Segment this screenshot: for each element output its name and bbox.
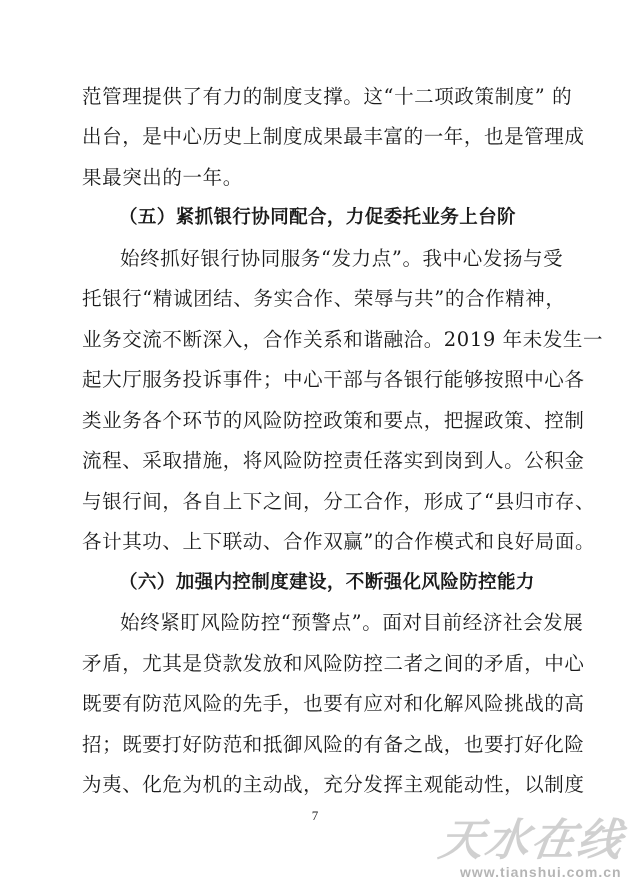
page-number: 7: [311, 808, 319, 823]
text-line: 业务交流不断深入，合作关系和谐融洽。2019 年未发生一: [82, 328, 604, 351]
text-line: 托银行“精诚团结、务实合作、荣辱与共”的合作精神，: [82, 287, 566, 310]
text-line: 果最突出的一年。: [82, 166, 243, 189]
text-line: 招；既要打好防范和抵御风险的有备之战，也要打好化险: [82, 733, 585, 756]
section-heading-6: （六）加强内控制度建设，不断强化风险防控能力: [119, 572, 535, 593]
text-line: 矛盾，尤其是贷款发放和风险防控二者之间的矛盾，中心: [82, 652, 585, 675]
watermark-url: www.tianshui.com.cn: [460, 864, 622, 880]
text-line: 与银行间，各自上下之间，分工合作，形成了“县归市存、: [82, 490, 596, 513]
text-line: 始终紧盯风险防控“预警点”。面对目前经济社会发展: [120, 611, 584, 634]
text-line: 类业务各个环节的风险防控政策和要点，把握政策、控制: [82, 409, 585, 432]
section-heading-5: （五）紧抓银行协同配合，力促委托业务上台阶: [119, 207, 516, 228]
text-line: 出台，是中心历史上制度成果最丰富的一年，也是管理成: [82, 125, 585, 148]
text-line: 起大厅服务投诉事件；中心干部与各银行能够按照中心各: [82, 368, 585, 391]
text-line: 既要有防范风险的先手，也要有应对和化解风险挑战的高: [82, 692, 585, 715]
watermark-logo-text: 天水在线: [435, 815, 627, 866]
text-line: 流程、采取措施，将风险防控责任落实到岗到人。公积金: [82, 449, 585, 472]
text-line: 为夷、化危为机的主动战，充分发挥主观能动性，以制度: [82, 773, 585, 796]
watermark-logo: [435, 798, 628, 890]
text-line: 范管理提供了有力的制度支撑。这“十二项政策制度” 的: [82, 85, 573, 108]
text-line: 始终抓好银行协同服务“发力点”。我中心发扬与受: [120, 247, 564, 270]
text-line: 各计其功、上下联动、合作双赢”的合作模式和良好局面。: [82, 530, 596, 553]
